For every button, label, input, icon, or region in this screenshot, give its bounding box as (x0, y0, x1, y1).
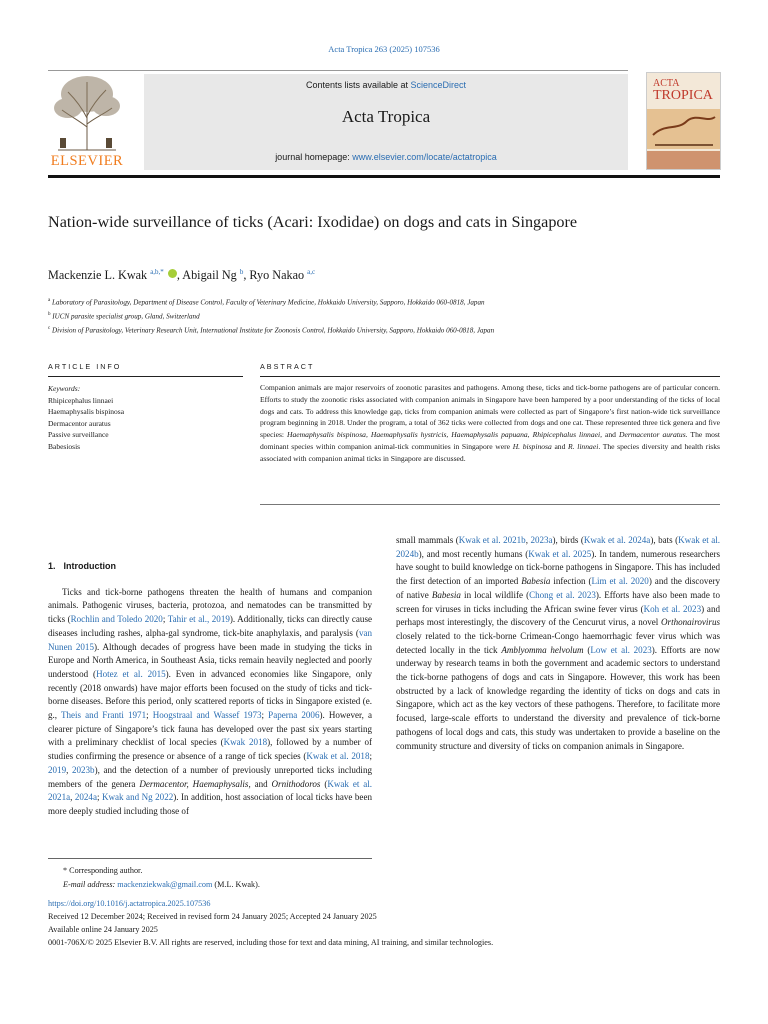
citation-link[interactable]: Hoogstraal and Wassef 1973 (152, 710, 262, 721)
citation-link[interactable]: Koh et al. 2023 (643, 603, 702, 614)
citation-link[interactable]: Theis and Franti 1971 (60, 710, 147, 721)
affiliation-item (48, 309, 688, 323)
italic-term: Babesia (431, 589, 461, 600)
cover-title-line2: TROPICA (653, 88, 713, 103)
abstract-part: and (551, 441, 569, 451)
text-run: in local wildlife ( (460, 589, 530, 600)
section-heading-introduction (48, 560, 372, 574)
text-run: small mammals ( (396, 535, 459, 545)
masthead-bottom-rule (48, 175, 720, 178)
affiliation-mark: b (48, 311, 51, 317)
keyword-item[interactable]: Dermacentor auratus (48, 418, 111, 428)
text-run: , (70, 792, 75, 803)
email-label: E-mail address: (63, 879, 116, 889)
keyword-item[interactable]: Rhipicephalus linnaei (48, 396, 114, 405)
footnotes (48, 864, 688, 891)
abstract-part: . The most dominant species within companion animal-tick communities in Singapore were (260, 430, 720, 451)
affiliation-text: IUCN parasite specialist group, Gland, Switzerland (52, 312, 200, 321)
elsevier-tree-icon (48, 72, 126, 152)
citation-link[interactable]: 2019 (48, 764, 67, 775)
text-run: ( (583, 644, 591, 655)
text-run: ( (320, 778, 328, 789)
affiliation-text: Laboratory of Parasitology, Department of Disease Control, Faculty of Veterinary Medicine, Hokkaido University, Sapporo, Hokkaido 060-0818, Japan (52, 298, 485, 307)
italic-term: Dermacentor, Haemaphysalis, (139, 778, 251, 789)
cover-title-line1: ACTA (653, 78, 680, 89)
contents-line (144, 80, 628, 90)
text-run: ). However, a clearer picture of Singapore’s tick fauna has developed over the past six years starting with a preliminary checklist of local species ( (48, 710, 373, 748)
contents-prefix: Contents lists available at (305, 80, 411, 90)
homepage-line (144, 152, 628, 162)
citation-link[interactable]: Kwak et al. 2021a (48, 778, 372, 803)
abstract-part: Companion animals are major reservoirs of zoonotic parasites and pathogens. Among these, ticks and tick-borne pathogens are of particular concern. Efforts to study the zoonotic risks associated with companion animals in Singapore have been hampered by a poor understanding of the ticks of local dogs and cats. To address this knowledge gap, ticks from companion animals were collected as part of Singapore’s first nation-wide tick surveillance program beginning in 2018. Under the program, a total of 362 ticks were collected from dogs and one cat. These represented three tick genera and five species: (260, 383, 720, 440)
masthead-box (144, 74, 628, 170)
abstract-text (260, 382, 720, 465)
article-info-rule (48, 376, 243, 377)
article-title: Nation-wide surveillance of ticks (Acari: Ixodidae) on dogs and cats in Singapore (48, 213, 578, 231)
affiliation-item (48, 295, 688, 309)
orcid-icon[interactable] (168, 269, 177, 278)
text-run: ). Additionally, ticks can directly cause diseases including rashes, alpha-gal syndrome, tick-bite anaphylaxis, and paralysis ( (48, 614, 372, 638)
journal-homepage-link[interactable]: www.elsevier.com/locate/actatropica (352, 152, 497, 162)
footnote-rule (48, 858, 372, 859)
journal-name: Acta Tropica (341, 107, 431, 126)
publication-info (48, 898, 748, 950)
citation-link[interactable]: Low et al. 2023 (590, 644, 652, 655)
homepage-prefix: journal homepage: (275, 152, 353, 162)
elsevier-wordmark: ELSEVIER (50, 153, 124, 169)
abstract-rule (260, 376, 720, 377)
citation-link[interactable]: Kwak et al. 2018 (306, 751, 370, 762)
text-run: ), followed by a number of studies confirming the presence or absence of a range of tick species ( (48, 737, 373, 762)
doi-link[interactable]: https://doi.org/10.1016/j.actatropica.2025.107536 (48, 899, 211, 908)
text-run: ). Even in advanced economies like Singapore, only recently (2018 onwards) have major efforts been focused on the study of ticks and tick-borne diseases. Before this period, only scattered reports of ticks in Singapore existed (e. g., (48, 668, 372, 721)
elsevier-logo[interactable] (48, 72, 126, 172)
affiliation-item (48, 323, 688, 337)
text-run: Ticks and tick-borne pathogens threaten the health of humans and companion animals. Pathogenic viruses, bacteria, protozoa, and nematodes can be transmitted by ticks ( (48, 586, 372, 625)
author-name[interactable]: Abigail Ng (182, 268, 237, 283)
keyword-item[interactable]: Babesiosis (48, 441, 81, 451)
journal-citation[interactable] (0, 44, 768, 54)
text-run: ; (96, 792, 102, 803)
received-dates: Received 12 December 2024; Received in revised form 24 January 2025; Accepted 24 January 2025 (48, 911, 377, 921)
text-run: ) and the discovery of native (396, 576, 721, 600)
paragraph (48, 586, 372, 819)
text-run: ), and the detection of a number of previously unreported ticks including members of the genera (48, 764, 372, 789)
available-online: Available online 24 January 2025 (48, 924, 158, 934)
affiliation-mark: c (48, 325, 51, 331)
cover-art-icon (647, 73, 720, 169)
copyright: 0001-706X/© 2025 Elsevier B.V. All rights are reserved, including those for text and data mining, AI training, and similar technologies. (48, 937, 494, 947)
citation-link[interactable]: Tahir et al., 2019 (167, 614, 230, 625)
text-run: , (525, 535, 531, 545)
article-info-heading: ARTICLE INFO (48, 362, 122, 371)
author-affiliation-marks[interactable]: b (239, 268, 244, 276)
abstract-species: R. linnaei (568, 441, 599, 451)
affiliation-text: Division of Parasitology, Veterinary Research Unit, International Institute for Zoonosis Control, Hokkaido University, Sapporo, Hokkaido 060-0818, Japan (52, 326, 495, 335)
email-link[interactable]: mackenziekwak@gmail.com (117, 879, 213, 889)
text-run: ), birds ( (552, 535, 584, 545)
abstract-species: Dermacentor auratus (618, 430, 686, 440)
text-run: ; (162, 614, 168, 625)
author-affiliation-marks[interactable]: a,b,* (150, 268, 164, 276)
keyword-item[interactable]: Haemaphysalis bispinosa (48, 407, 125, 417)
section-number: 1. (48, 561, 56, 571)
citation-link[interactable]: Lim et al. 2020 (591, 576, 649, 587)
abstract-species: Haemaphysalis bispinosa, Haemaphysalis hystricis, Haemaphysalis papuana, Rhipicephalus linnaei, (287, 430, 603, 440)
citation-link[interactable]: 2023a (530, 535, 553, 545)
affiliations (48, 295, 688, 337)
abstract-species: H. bispinosa (512, 441, 552, 451)
keywords-list (48, 395, 243, 452)
citation-link[interactable]: Chong et al. 2023 (529, 589, 596, 600)
sciencedirect-link[interactable]: ScienceDirect (410, 80, 467, 90)
keywords-label: Keywords: (48, 384, 81, 393)
citation-link[interactable]: Kwak et al. 2025 (528, 548, 592, 559)
abstract-part: and (602, 430, 619, 440)
journal-cover-thumbnail[interactable] (646, 72, 721, 170)
author-list: Mackenzie L. Kwak $^{a,b,*}$ , Abigail Ng $^b$, Ryo Nakao $^{a,c}$ (48, 268, 316, 283)
masthead (48, 72, 628, 174)
citation-link[interactable]: Kwak and Ng 2022 (101, 792, 174, 803)
body-column-right (396, 534, 720, 753)
corresponding-author-note (48, 864, 688, 878)
text-run: closely related to the tick-borne Crimean-Congo haemorrhagic fever virus which was detected locally in the tick (396, 630, 720, 655)
author-name[interactable]: Ryo Nakao (249, 268, 305, 283)
citation-link[interactable]: Kwak 2018 (223, 737, 268, 748)
citation-link[interactable]: Paperna 2006 (268, 710, 320, 721)
text-run: ). Efforts have also been made to screen for viruses in ticks including the African swine fever virus ( (396, 589, 720, 614)
citation-link[interactable]: van Nunen 2015 (48, 627, 372, 652)
citation-link[interactable]: Kwak et al. 2024a (583, 535, 651, 545)
footnote-mark: * (63, 866, 68, 875)
italic-term: Orthonairovirus (661, 617, 720, 628)
author-name[interactable]: Mackenzie L. Kwak (48, 268, 148, 283)
citation-link[interactable]: Kwak et al. 2021b (458, 535, 526, 545)
text-run: and (250, 778, 272, 789)
italic-term: Ornithodoros (271, 778, 321, 789)
text-run: ). Although decades of progress have been made in studying the ticks in Europe and North America, in Southeast Asia, ticks remain heavily neglected and poorly understood ( (48, 641, 372, 679)
citation-link[interactable]: Rochlin and Toledo 2020 (70, 614, 163, 625)
affiliation-mark: a (48, 298, 51, 303)
journal-citation-link[interactable]: Acta Tropica 263 (2025) 107536 (328, 44, 440, 54)
abstract-part: . The species diversity and health risks associated with companion animal ticks in Singapore are discussed. (260, 441, 721, 463)
citation-link[interactable]: Kwak et al. 2024b (396, 535, 721, 559)
italic-term: Babesia (521, 576, 551, 587)
email-suffix: (M.L. Kwak). (212, 879, 260, 889)
section-title: Introduction (63, 561, 117, 571)
citation-link[interactable]: 2024a (74, 792, 97, 803)
text-run: ). In addition, host association of local ticks have been more deeply studied including those of (48, 792, 372, 816)
citation-link[interactable]: Hotez et al. 2015 (96, 668, 166, 679)
text-run: ) and perhaps most interestingly, the discovery of the Cencurut virus, a novel (396, 603, 720, 628)
paragraph (396, 534, 720, 753)
italic-term: Amblyomma helvolum (501, 644, 584, 655)
email-note (48, 878, 688, 892)
abstract-heading: ABSTRACT (260, 362, 315, 371)
keyword-item[interactable]: Passive surveillance (48, 430, 109, 440)
text-run: ), bats ( (650, 535, 679, 545)
text-run: ; (261, 710, 269, 721)
text-run: ; (369, 751, 372, 762)
text-run: ). In tandem, numerous researchers have sought to build knowledge on tick-borne pathogens in Singapore. This has included the first detection of an imported (396, 548, 721, 587)
text-run: , (66, 764, 72, 775)
corresponding-author-text: Corresponding author. (69, 866, 143, 875)
abstract-bottom-rule (260, 504, 720, 505)
text-run: ), and most recently humans ( (418, 548, 529, 559)
text-run: ). Efforts are now underway by research teams in both the government and academic sectors to understand the tick-borne pathogens of dogs and cats in Singapore. However, this work has been obstructed by a lack of knowledge regarding the identity of ticks on dogs and cats in Singapore, which act as the key vectors of these pathogens. Therefore, to facilitate more focused, large-scale efforts to understand the diversity and prevalence of tick-borne pathogens of local dogs and cats, this study was undertaken to provide a baseline on the community structure and diversity of ticks on companion animals in Singapore. (396, 644, 720, 751)
text-run: ; (146, 710, 153, 721)
body-column-left (48, 560, 372, 819)
author-affiliation-marks[interactable]: a,c (307, 268, 316, 276)
citation-link[interactable]: 2023b (71, 764, 95, 775)
text-run: infection ( (550, 576, 592, 587)
masthead-top-rule (48, 70, 628, 71)
